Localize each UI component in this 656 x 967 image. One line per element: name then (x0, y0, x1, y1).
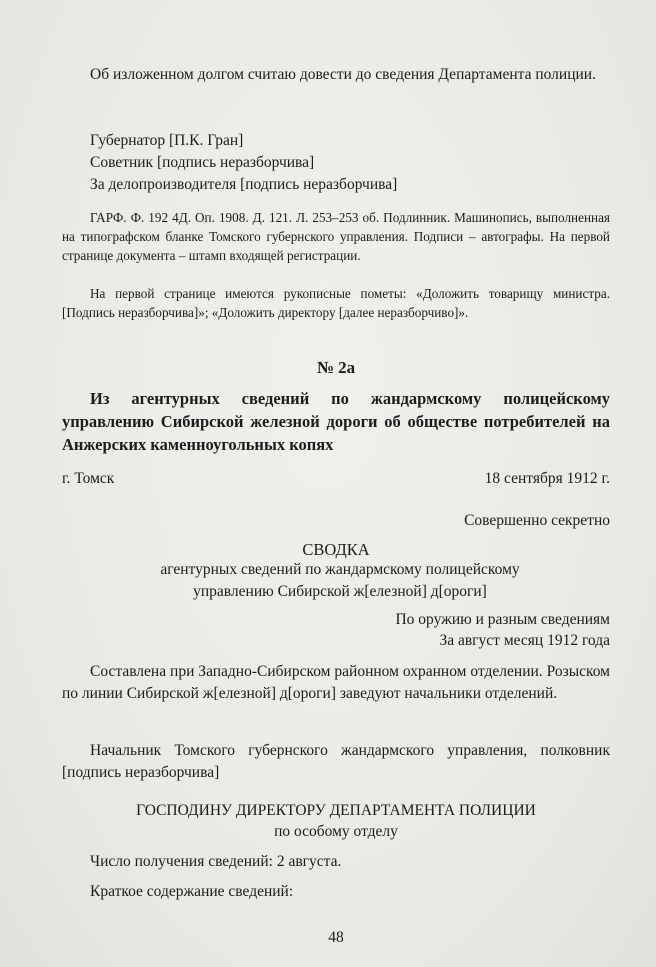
period-line: За август месяц 1912 года (439, 632, 610, 649)
compiled-paragraph: Составлена при Западно-Сибирском районном охранном отделении. Розыском по линии Сибирской ж[елезной] д[ороги] заведуют начальники отделений. (62, 663, 610, 702)
document-number: № 2а (316, 358, 356, 377)
secrecy-label: Совершенно секретно (464, 512, 610, 529)
handwritten-marks-note: На первой странице имеются рукописные пометы: «Доложить товарищу министра. [Подпись неразборчива]»; «Доложить директору [далее неразборчиво]». (62, 286, 610, 320)
document-title: Из агентурных сведений по жандармскому полицейскому управлению Сибирской железной дороги об обществе потребителей на Анжерских каменноугольных копях (62, 389, 610, 454)
addressee: ГОСПОДИНУ ДИРЕКТОРУ ДЕПАРТАМЕНТА ПОЛИЦИИ (136, 802, 536, 819)
intro-paragraph: Об изложенном долгом считаю довести до сведения Департамента полиции. (90, 66, 596, 83)
signature-clerk: За делопроизводителя [подпись неразборчива] (90, 176, 398, 193)
summary-line: Краткое содержание сведений: (90, 883, 294, 900)
archive-source-note: ГАРФ. Ф. 192 4Д. Оп. 1908. Д. 121. Л. 253–253 об. Подлинник. Машинопись, выполненная на типографском бланке Томского губернского управления. Подписи – автографы. На первой странице документа – штамп входящей регистрации. (62, 210, 610, 263)
topic-line: По оружию и разным сведениям (395, 611, 610, 628)
signature-advisor: Советник [подпись неразборчива] (90, 154, 315, 171)
document-date: 18 сентября 1912 г. (484, 470, 610, 487)
place: г. Томск (62, 470, 115, 487)
addressee-sub: по особому отделу (274, 823, 398, 840)
signature-governor: Губернатор [П.К. Гран] (90, 132, 244, 149)
chief-paragraph: Начальник Томского губернского жандармского управления, полковник [подпись неразборчива] (62, 742, 610, 781)
svodka-subheading: агентурных сведений по жандармскому полицейскому управлению Сибирской ж[елезной] д[ороги] (160, 561, 520, 600)
received-line: Число получения сведений: 2 августа. (90, 853, 342, 870)
svodka-heading: СВОДКА (302, 540, 370, 559)
page-number: 48 (328, 929, 344, 946)
